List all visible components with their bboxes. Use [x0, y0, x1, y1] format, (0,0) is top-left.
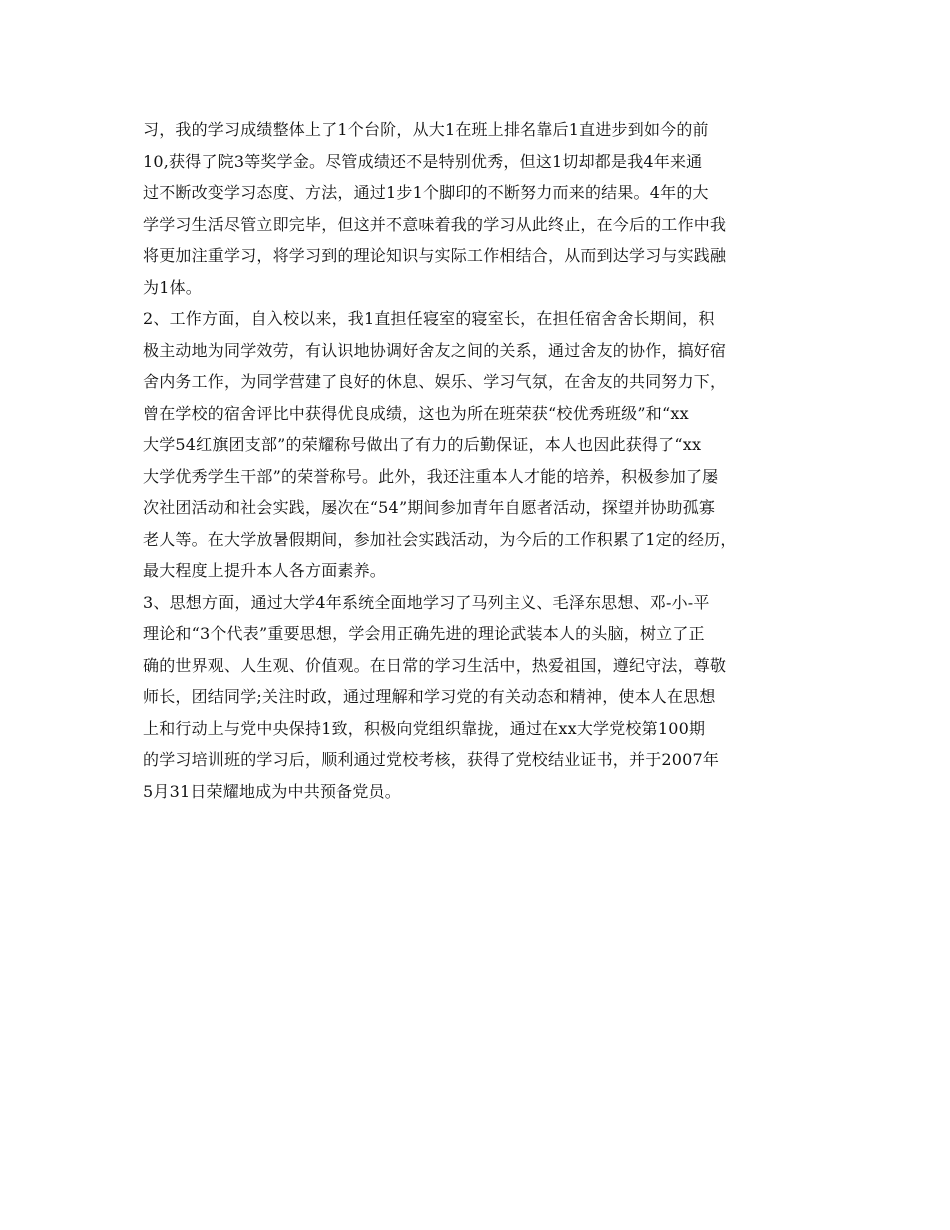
text-line: 舍内务工作，为同学营建了良好的休息、娱乐、学习气氛，在舍友的共同努力下， [143, 372, 727, 391]
text-line: 师长，团结同学;关注时政，通过理解和学习党的有关动态和精神，使本人在思想 [143, 687, 716, 706]
text-line: 上和行动上与党中央保持1致，积极向党组织靠拢，通过在xx大学党校第100期 [143, 718, 706, 738]
text-line: 10,获得了院3等奖学金。尽管成绩还不是特别优秀，但这1切却都是我4年来通 [143, 151, 703, 171]
text-line: 5月31日荣耀地成为中共预备党员。 [143, 781, 401, 801]
text-line: 为1体。 [143, 277, 202, 297]
text-line: 确的世界观、人生观、价值观。在日常的学习生活中，热爱祖国，遵纪守法，尊敬 [143, 655, 727, 675]
text-line: 2、工作方面，自入校以来，我1直担任寝室的寝室长，在担任宿舍舍长期间，积 [143, 309, 715, 328]
text-line: 习，我的学习成绩整体上了1个台阶，从大1在班上排名靠后1直进步到如今的前 [143, 120, 709, 139]
text-line: 3、思想方面，通过大学4年系统全面地学习了马列主义、毛泽东思想、邓-小-平 [143, 592, 710, 612]
text-line: 极主动地为同学效劳，有认识地协调好舍友之间的关系，通过舍友的协作，搞好宿 [143, 340, 727, 360]
text-line: 次社团活动和社会实践，屡次在“54”期间参加青年自愿者活动，探望并协助孤寡 [143, 498, 716, 517]
text-line: 理论和“3个代表”重要思想，学会用正确先进的理论武装本人的头脑，树立了正 [143, 624, 705, 643]
document-body [143, 114, 823, 807]
text-line: 曾在学校的宿舍评比中获得优良成绩，这也为所在班荣获“校优秀班级”和“xx [143, 403, 689, 423]
text-line: 过不断改变学习态度、方法，通过1步1个脚印的不断努力而来的结果。4年的大 [143, 183, 709, 202]
text-line: 学学习生活尽管立即完毕，但这并不意味着我的学习从此终止，在今后的工作中我 [143, 214, 727, 234]
text-line: 大学54红旗团支部”的荣耀称号做出了有力的后勤保证，本人也因此获得了“xx [143, 435, 702, 454]
text-line: 老人等。在大学放暑假期间，参加社会实践活动，为今后的工作积累了1定的经历， [143, 529, 737, 549]
text-line: 大学优秀学生干部”的荣誉称号。此外，我还注重本人才能的培养，积极参加了屡 [143, 466, 719, 486]
text-line: 的学习培训班的学习后，顺利通过党校考核，获得了党校结业证书，并于2007年 [143, 750, 720, 769]
text-line: 最大程度上提升本人各方面素养。 [143, 561, 387, 580]
text-line: 将更加注重学习，将学习到的理论知识与实际工作相结合，从而到达学习与实践融 [143, 246, 727, 265]
